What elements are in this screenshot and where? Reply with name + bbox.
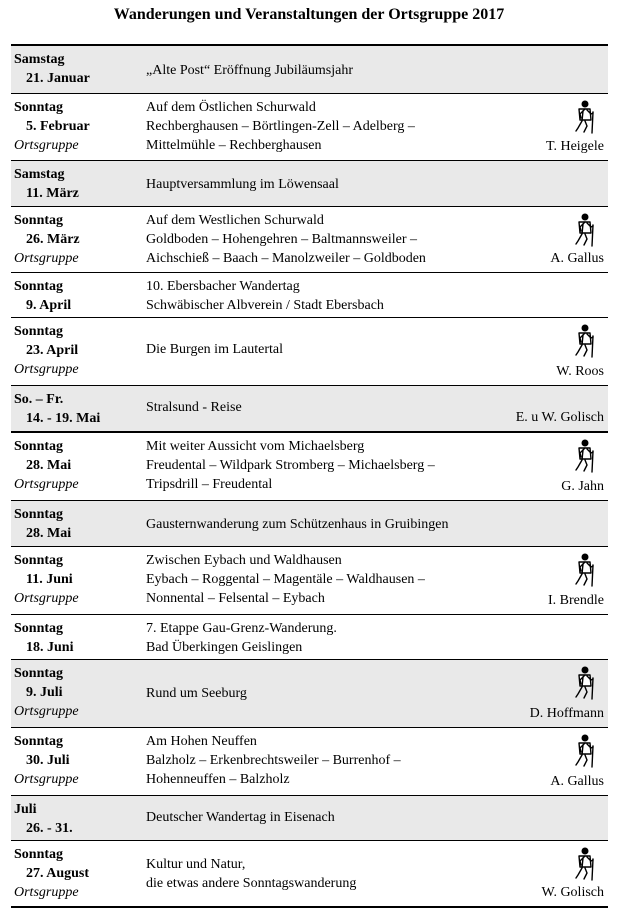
event-day: Sonntag [14, 847, 64, 862]
hiker-icon [570, 734, 596, 768]
event-description-line: Gausternwanderung zum Schützenhaus in Gruibingen [146, 517, 449, 532]
event-date: 18. Juni [26, 640, 74, 655]
event-day: Samstag [14, 52, 65, 67]
event-description [146, 277, 384, 315]
event-group: Ortsgruppe [14, 885, 79, 900]
event-description-line: 10. Ebersbacher Wandertag [146, 279, 300, 294]
event-description-line: Deutscher Wandertag in Eisenach [146, 810, 335, 825]
event-date: 11. März [26, 186, 79, 201]
event-description-line: Goldboden – Hohengehren – Baltmannsweiler – [146, 232, 417, 247]
hiker-icon [570, 847, 596, 881]
event-date-cell [14, 845, 89, 902]
event-leader: A. Gallus [550, 774, 604, 789]
hiker-icon [570, 666, 596, 700]
event-group: Ortsgruppe [14, 591, 79, 606]
event-day: Sonntag [14, 279, 64, 294]
event-description [146, 437, 435, 494]
event-date: 14. - 19. Mai [26, 411, 101, 426]
event-date-cell [14, 98, 90, 155]
event-row [11, 501, 608, 547]
event-date: 21. Januar [26, 71, 90, 86]
event-group: Ortsgruppe [14, 251, 79, 266]
event-description-line: die etwas andere Sonntagswanderung [146, 876, 357, 891]
event-day: So. – Fr. [14, 392, 64, 407]
event-leader: E. u W. Golisch [515, 410, 604, 425]
event-description-line: Freudental – Wildpark Stromberg – Michaelsberg – [146, 458, 435, 473]
hiker-icon [570, 324, 596, 358]
event-day: Sonntag [14, 100, 64, 115]
event-description-line: Auf dem Östlichen Schurwald [146, 100, 316, 115]
event-description-line: Nonnental – Felsental – Eybach [146, 591, 325, 606]
event-description-line: Hohenneuffen – Balzholz [146, 772, 290, 787]
event-date-cell [14, 437, 79, 494]
event-row [11, 94, 608, 161]
schedule-table [11, 44, 608, 908]
event-date-cell [14, 50, 90, 88]
event-date: 5. Februar [26, 119, 90, 134]
event-date-cell [14, 390, 100, 428]
event-description-line: Die Burgen im Lautertal [146, 342, 283, 357]
event-description [146, 808, 335, 827]
event-date-cell [14, 732, 79, 789]
event-date: 9. April [26, 298, 72, 313]
event-date-cell [14, 505, 71, 543]
page-title: Wanderungen und Veranstaltungen der Ortsgruppe 2017 [113, 6, 505, 23]
event-description-line: Auf dem Westlichen Schurwald [146, 213, 324, 228]
event-leader: W. Golisch [541, 885, 604, 900]
event-date: 27. August [26, 866, 90, 881]
event-description [146, 398, 242, 417]
event-row [11, 433, 608, 501]
event-group: Ortsgruppe [14, 477, 79, 492]
event-description [146, 551, 425, 608]
hiker-icon [570, 213, 596, 247]
event-row [11, 796, 608, 841]
event-leader: T. Heigele [545, 139, 604, 154]
event-row [11, 46, 608, 94]
event-row [11, 207, 608, 273]
hiker-icon [570, 553, 596, 587]
event-date-cell [14, 322, 79, 379]
event-date-cell [14, 800, 73, 838]
event-date: 30. Juli [26, 753, 70, 768]
event-description-line: Hauptversammlung im Löwensaal [146, 177, 339, 192]
hiker-icon [570, 100, 596, 134]
event-description-line: Schwäbischer Albverein / Stadt Ebersbach [146, 298, 384, 313]
event-row [11, 386, 608, 433]
event-description [146, 732, 401, 789]
event-description [146, 61, 353, 80]
event-row [11, 547, 608, 615]
event-description-line: Kultur und Natur, [146, 857, 246, 872]
event-description-line: Mit weiter Aussicht vom Michaelsberg [146, 439, 365, 454]
event-date: 26. - 31. [26, 821, 73, 836]
event-description [146, 211, 426, 268]
event-row [11, 841, 608, 908]
event-leader: W. Roos [556, 364, 604, 379]
event-date: 28. Mai [26, 458, 72, 473]
event-description [146, 684, 247, 703]
event-date-cell [14, 664, 79, 721]
event-leader: A. Gallus [550, 251, 604, 266]
event-day: Samstag [14, 167, 65, 182]
event-date-cell [14, 619, 73, 657]
event-day: Sonntag [14, 621, 64, 636]
event-day: Sonntag [14, 507, 64, 522]
event-leader: I. Brendle [548, 593, 604, 608]
event-day: Sonntag [14, 324, 64, 339]
event-day: Sonntag [14, 213, 64, 228]
event-group: Ortsgruppe [14, 772, 79, 787]
event-description [146, 98, 415, 155]
event-day: Sonntag [14, 553, 64, 568]
event-description-line: Rechberghausen – Börtlingen-Zell – Adelberg – [146, 119, 415, 134]
event-date: 9. Juli [26, 685, 63, 700]
event-day: Sonntag [14, 439, 64, 454]
event-day: Sonntag [14, 666, 64, 681]
event-date: 23. April [26, 343, 79, 358]
event-date: 28. Mai [26, 526, 72, 541]
event-date-cell [14, 211, 80, 268]
event-row [11, 615, 608, 660]
event-description-line: Am Hohen Neuffen [146, 734, 257, 749]
event-day: Juli [14, 802, 37, 817]
hiker-icon [570, 439, 596, 473]
event-description-line: Eybach – Roggental – Magentäle – Waldhausen – [146, 572, 425, 587]
event-description-line: Balzholz – Erkenbrechtsweiler – Burrenhof – [146, 753, 401, 768]
event-description-line: Zwischen Eybach und Waldhausen [146, 553, 342, 568]
event-day: Sonntag [14, 734, 64, 749]
event-leader: G. Jahn [561, 479, 604, 494]
event-description [146, 515, 448, 534]
event-description [146, 855, 356, 893]
event-description-line: Aichschieß – Baach – Manolzweiler – Goldboden [146, 251, 426, 266]
event-description-line: 7. Etappe Gau-Grenz-Wanderung. [146, 621, 337, 636]
event-leader: D. Hoffmann [529, 706, 604, 721]
event-date: 26. März [26, 232, 80, 247]
event-description [146, 340, 283, 359]
event-description-line: Tripsdrill – Freudental [146, 477, 273, 492]
event-row [11, 161, 608, 207]
event-group: Ortsgruppe [14, 138, 79, 153]
event-row [11, 660, 608, 728]
event-date-cell [14, 277, 71, 315]
event-group: Ortsgruppe [14, 704, 79, 719]
event-description-line: Rund um Seeburg [146, 686, 247, 701]
event-description-line: Bad Überkingen Geislingen [146, 640, 303, 655]
event-description [146, 619, 337, 657]
event-description [146, 175, 339, 194]
event-description-line: Stralsund - Reise [146, 400, 242, 415]
event-row [11, 318, 608, 386]
event-description-line: „Alte Post“ Eröffnung Jubiläumsjahr [146, 63, 353, 78]
event-row [11, 728, 608, 796]
event-date-cell [14, 165, 79, 203]
event-date-cell [14, 551, 79, 608]
event-group: Ortsgruppe [14, 362, 79, 377]
event-row [11, 273, 608, 318]
event-date: 11. Juni [26, 572, 73, 587]
event-description-line: Mittelmühle – Rechberghausen [146, 138, 322, 153]
